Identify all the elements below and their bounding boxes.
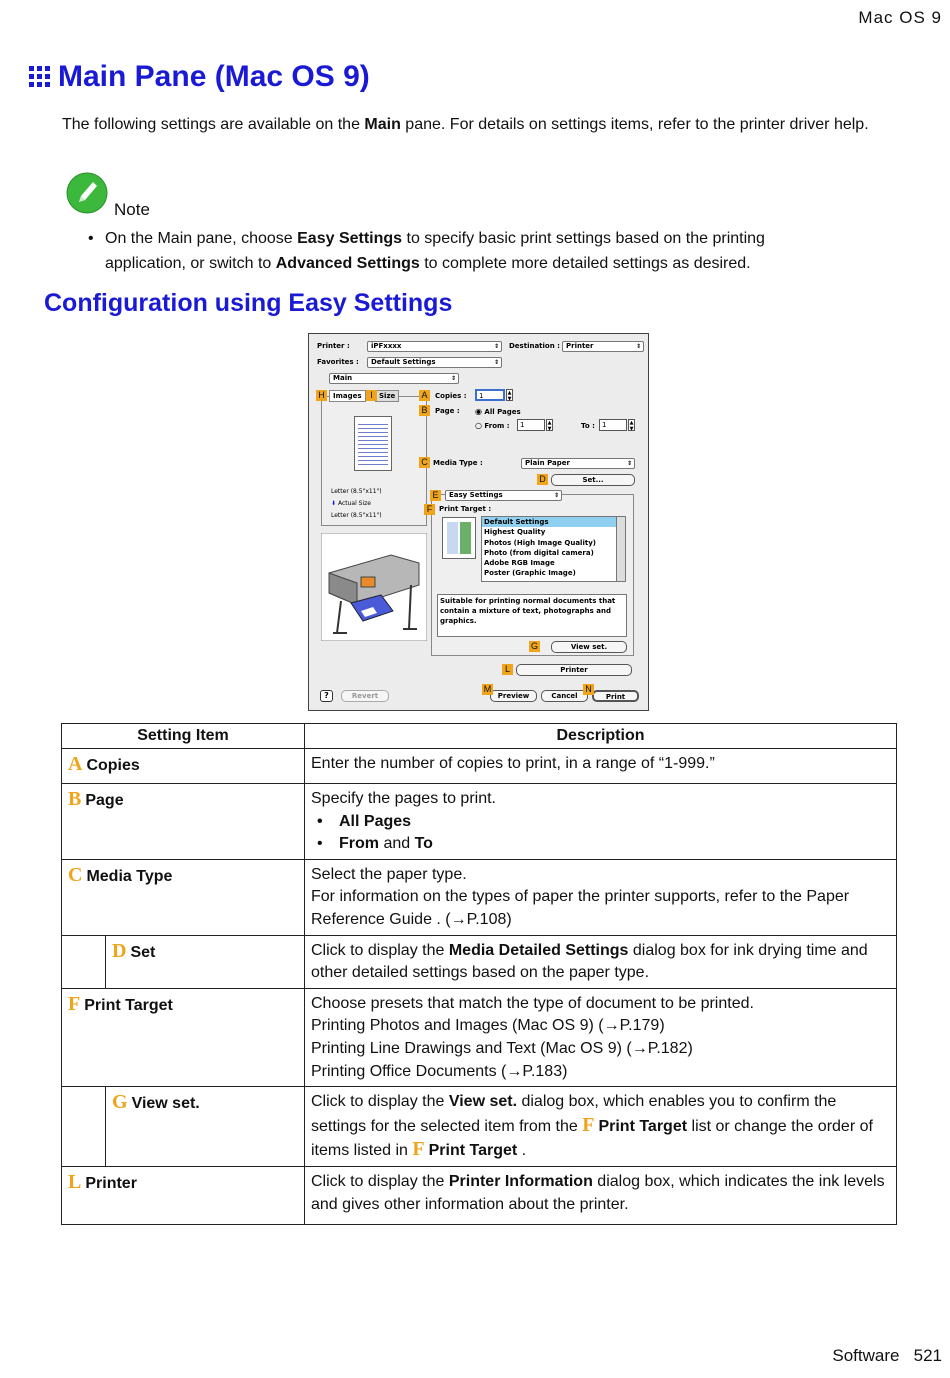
callout-g: G bbox=[530, 641, 538, 651]
mode-popup[interactable]: Easy Settings ⇕ bbox=[445, 490, 562, 501]
destination-popup[interactable]: Printer ⇕ bbox=[562, 341, 644, 352]
all-pages-radio[interactable]: ◉ All Pages bbox=[475, 407, 521, 416]
indent-cell bbox=[62, 1087, 106, 1167]
from-radio[interactable]: ○ From : bbox=[475, 421, 510, 430]
copies-label: Copies : bbox=[435, 392, 467, 400]
desc-copies: Enter the number of copies to print, in a range of “1-999.” bbox=[305, 749, 897, 784]
table-row bbox=[62, 935, 897, 988]
printer-popup[interactable]: iPFxxxx ⇕ bbox=[367, 341, 502, 352]
table-row bbox=[62, 988, 897, 1086]
page-label: Page : bbox=[435, 407, 460, 415]
media-type-popup[interactable]: Plain Paper ⇕ bbox=[521, 458, 635, 469]
callout-i: I bbox=[366, 390, 377, 401]
to-label: To : bbox=[581, 422, 595, 430]
item-set: D Set bbox=[106, 935, 305, 988]
list-item[interactable]: Highest Quality bbox=[484, 528, 546, 537]
desc-print-target: Choose presets that match the type of document to be printed. Printing Photos and Images (Mac OS 9) (→P.179) Printing Line Drawings and Text (Mac OS 9) (→P.182) Printing Office Documents (→P.183) bbox=[305, 988, 897, 1086]
callout-n: N bbox=[583, 684, 594, 695]
item-page: B Page bbox=[62, 784, 305, 860]
section-title: Configuration using Easy Settings bbox=[44, 289, 453, 317]
list-scrollbar[interactable] bbox=[616, 516, 626, 582]
running-header: Mac OS 9 bbox=[858, 8, 942, 27]
desc-media-type: Select the paper type. For information on the types of paper the printer supports, refer to the Paper Reference Guide . (→P.108) bbox=[305, 859, 897, 935]
desc-page: Specify the pages to print. • All Pages • From and To bbox=[305, 784, 897, 860]
desc-set: Click to display the Media Detailed Settings dialog box for ink drying time and other detailed settings based on the paper type. bbox=[305, 935, 897, 988]
page-title: Main Pane (Mac OS 9) bbox=[58, 60, 370, 93]
print-target-label: Print Target : bbox=[439, 505, 492, 513]
printer-button[interactable]: Printer bbox=[516, 664, 632, 676]
pane-popup[interactable]: Main ⇕ bbox=[329, 373, 459, 384]
link-photos[interactable]: Printing Photos and Images (Mac OS 9) (→P.179) bbox=[311, 1017, 665, 1035]
tab-size[interactable]: Size bbox=[375, 390, 399, 402]
item-print-target: F Print Target bbox=[62, 988, 305, 1086]
grid-bullet-icon bbox=[28, 65, 52, 89]
link-line-drawings[interactable]: Printing Line Drawings and Text (Mac OS 9) (→P.182) bbox=[311, 1039, 693, 1057]
help-icon[interactable]: ? bbox=[320, 690, 333, 702]
settings-table bbox=[61, 723, 897, 1225]
footer: Software 521 bbox=[832, 1346, 942, 1365]
callout-m: M bbox=[483, 684, 492, 694]
callout-d: D bbox=[537, 474, 548, 485]
tab-images[interactable]: Images bbox=[329, 390, 366, 402]
indent-cell bbox=[62, 935, 106, 988]
callout-h: H bbox=[316, 390, 327, 401]
note-bullet: • On the Main pane, choose Easy Settings to specify basic print settings based on the printing application, or switch to Advanced Settings to complete more detailed settings as desired. bbox=[88, 230, 765, 272]
desc-view-set: Click to display the View set. dialog box, which enables you to confirm the settings for the selected item from the F Print Target list or change the order of items listed in F Print Target . bbox=[305, 1087, 897, 1167]
callout-e: E bbox=[430, 490, 441, 501]
callout-c: C bbox=[419, 457, 430, 468]
to-stepper[interactable]: ▲ ▼ bbox=[629, 420, 634, 432]
callout-l: L bbox=[502, 664, 513, 675]
callout-f: F bbox=[424, 504, 435, 515]
table-row bbox=[62, 784, 897, 860]
copies-stepper[interactable]: ▲ ▼ bbox=[507, 390, 512, 402]
item-copies: A Copies bbox=[62, 749, 305, 784]
table-header-row bbox=[62, 724, 897, 749]
target-thumbnail bbox=[442, 517, 476, 559]
page-thumbnail bbox=[354, 416, 392, 471]
list-item[interactable]: Photos (High Image Quality) bbox=[484, 538, 596, 547]
desc-printer: Click to display the Printer Information dialog box, which indicates the ink levels and gives other information about the printer. bbox=[305, 1166, 897, 1224]
favorites-popup[interactable]: Default Settings ⇕ bbox=[367, 357, 502, 368]
table-row bbox=[62, 1166, 897, 1224]
intro-paragraph: The following settings are available on the Main pane. For details on settings items, refer to the printer driver help. bbox=[62, 116, 869, 133]
cancel-button[interactable]: Cancel bbox=[541, 690, 588, 702]
print-dialog-screenshot bbox=[308, 333, 649, 711]
print-button[interactable]: Print bbox=[592, 690, 639, 702]
paper-info: Letter (8.5"x11") ⬇ Actual Size Letter (8.5"x11") bbox=[331, 488, 382, 519]
printer-illustration-icon bbox=[321, 533, 427, 641]
page-title-block bbox=[28, 60, 370, 94]
print-target-list[interactable] bbox=[481, 516, 626, 582]
description-box: Suitable for printing normal documents that contain a mixture of text, photographs and graphics. bbox=[437, 594, 627, 637]
list-item[interactable]: Default Settings bbox=[482, 517, 625, 527]
view-set-button[interactable]: View set. bbox=[551, 641, 627, 653]
destination-label: Destination : bbox=[509, 342, 560, 350]
media-type-label: Media Type : bbox=[433, 459, 483, 467]
to-field[interactable]: 1 bbox=[599, 419, 627, 431]
note-label: Note bbox=[114, 200, 150, 219]
item-view-set: G View set. bbox=[106, 1087, 305, 1167]
item-media-type: C Media Type bbox=[62, 859, 305, 935]
list-item[interactable]: Photo (from digital camera) bbox=[484, 548, 594, 557]
list-item[interactable]: Adobe RGB Image bbox=[484, 559, 555, 568]
set-button[interactable]: Set... bbox=[551, 474, 635, 486]
table-row bbox=[62, 1087, 897, 1167]
callout-b: B bbox=[419, 405, 430, 416]
table-row bbox=[62, 859, 897, 935]
preview-button[interactable]: Preview bbox=[490, 690, 537, 702]
from-stepper[interactable]: ▲ ▼ bbox=[547, 420, 552, 432]
table-row bbox=[62, 749, 897, 784]
link-office[interactable]: Printing Office Documents (→P.183) bbox=[311, 1062, 568, 1080]
page-number: 521 bbox=[913, 1346, 942, 1365]
item-printer: L Printer bbox=[62, 1166, 305, 1224]
from-field[interactable]: 1 bbox=[517, 419, 545, 431]
list-item[interactable]: Poster (Graphic Image) bbox=[484, 569, 576, 578]
copies-field[interactable]: 1 bbox=[475, 389, 505, 401]
printer-label: Printer : bbox=[317, 342, 350, 350]
note-pencil-icon bbox=[66, 172, 108, 214]
favorites-label: Favorites : bbox=[317, 358, 359, 366]
arrow-down-icon: ⬇ bbox=[331, 500, 337, 507]
callout-a: A bbox=[419, 390, 430, 401]
header-description: Description bbox=[305, 724, 897, 749]
header-setting-item: Setting Item bbox=[62, 724, 305, 749]
revert-button[interactable]: Revert bbox=[341, 690, 389, 702]
